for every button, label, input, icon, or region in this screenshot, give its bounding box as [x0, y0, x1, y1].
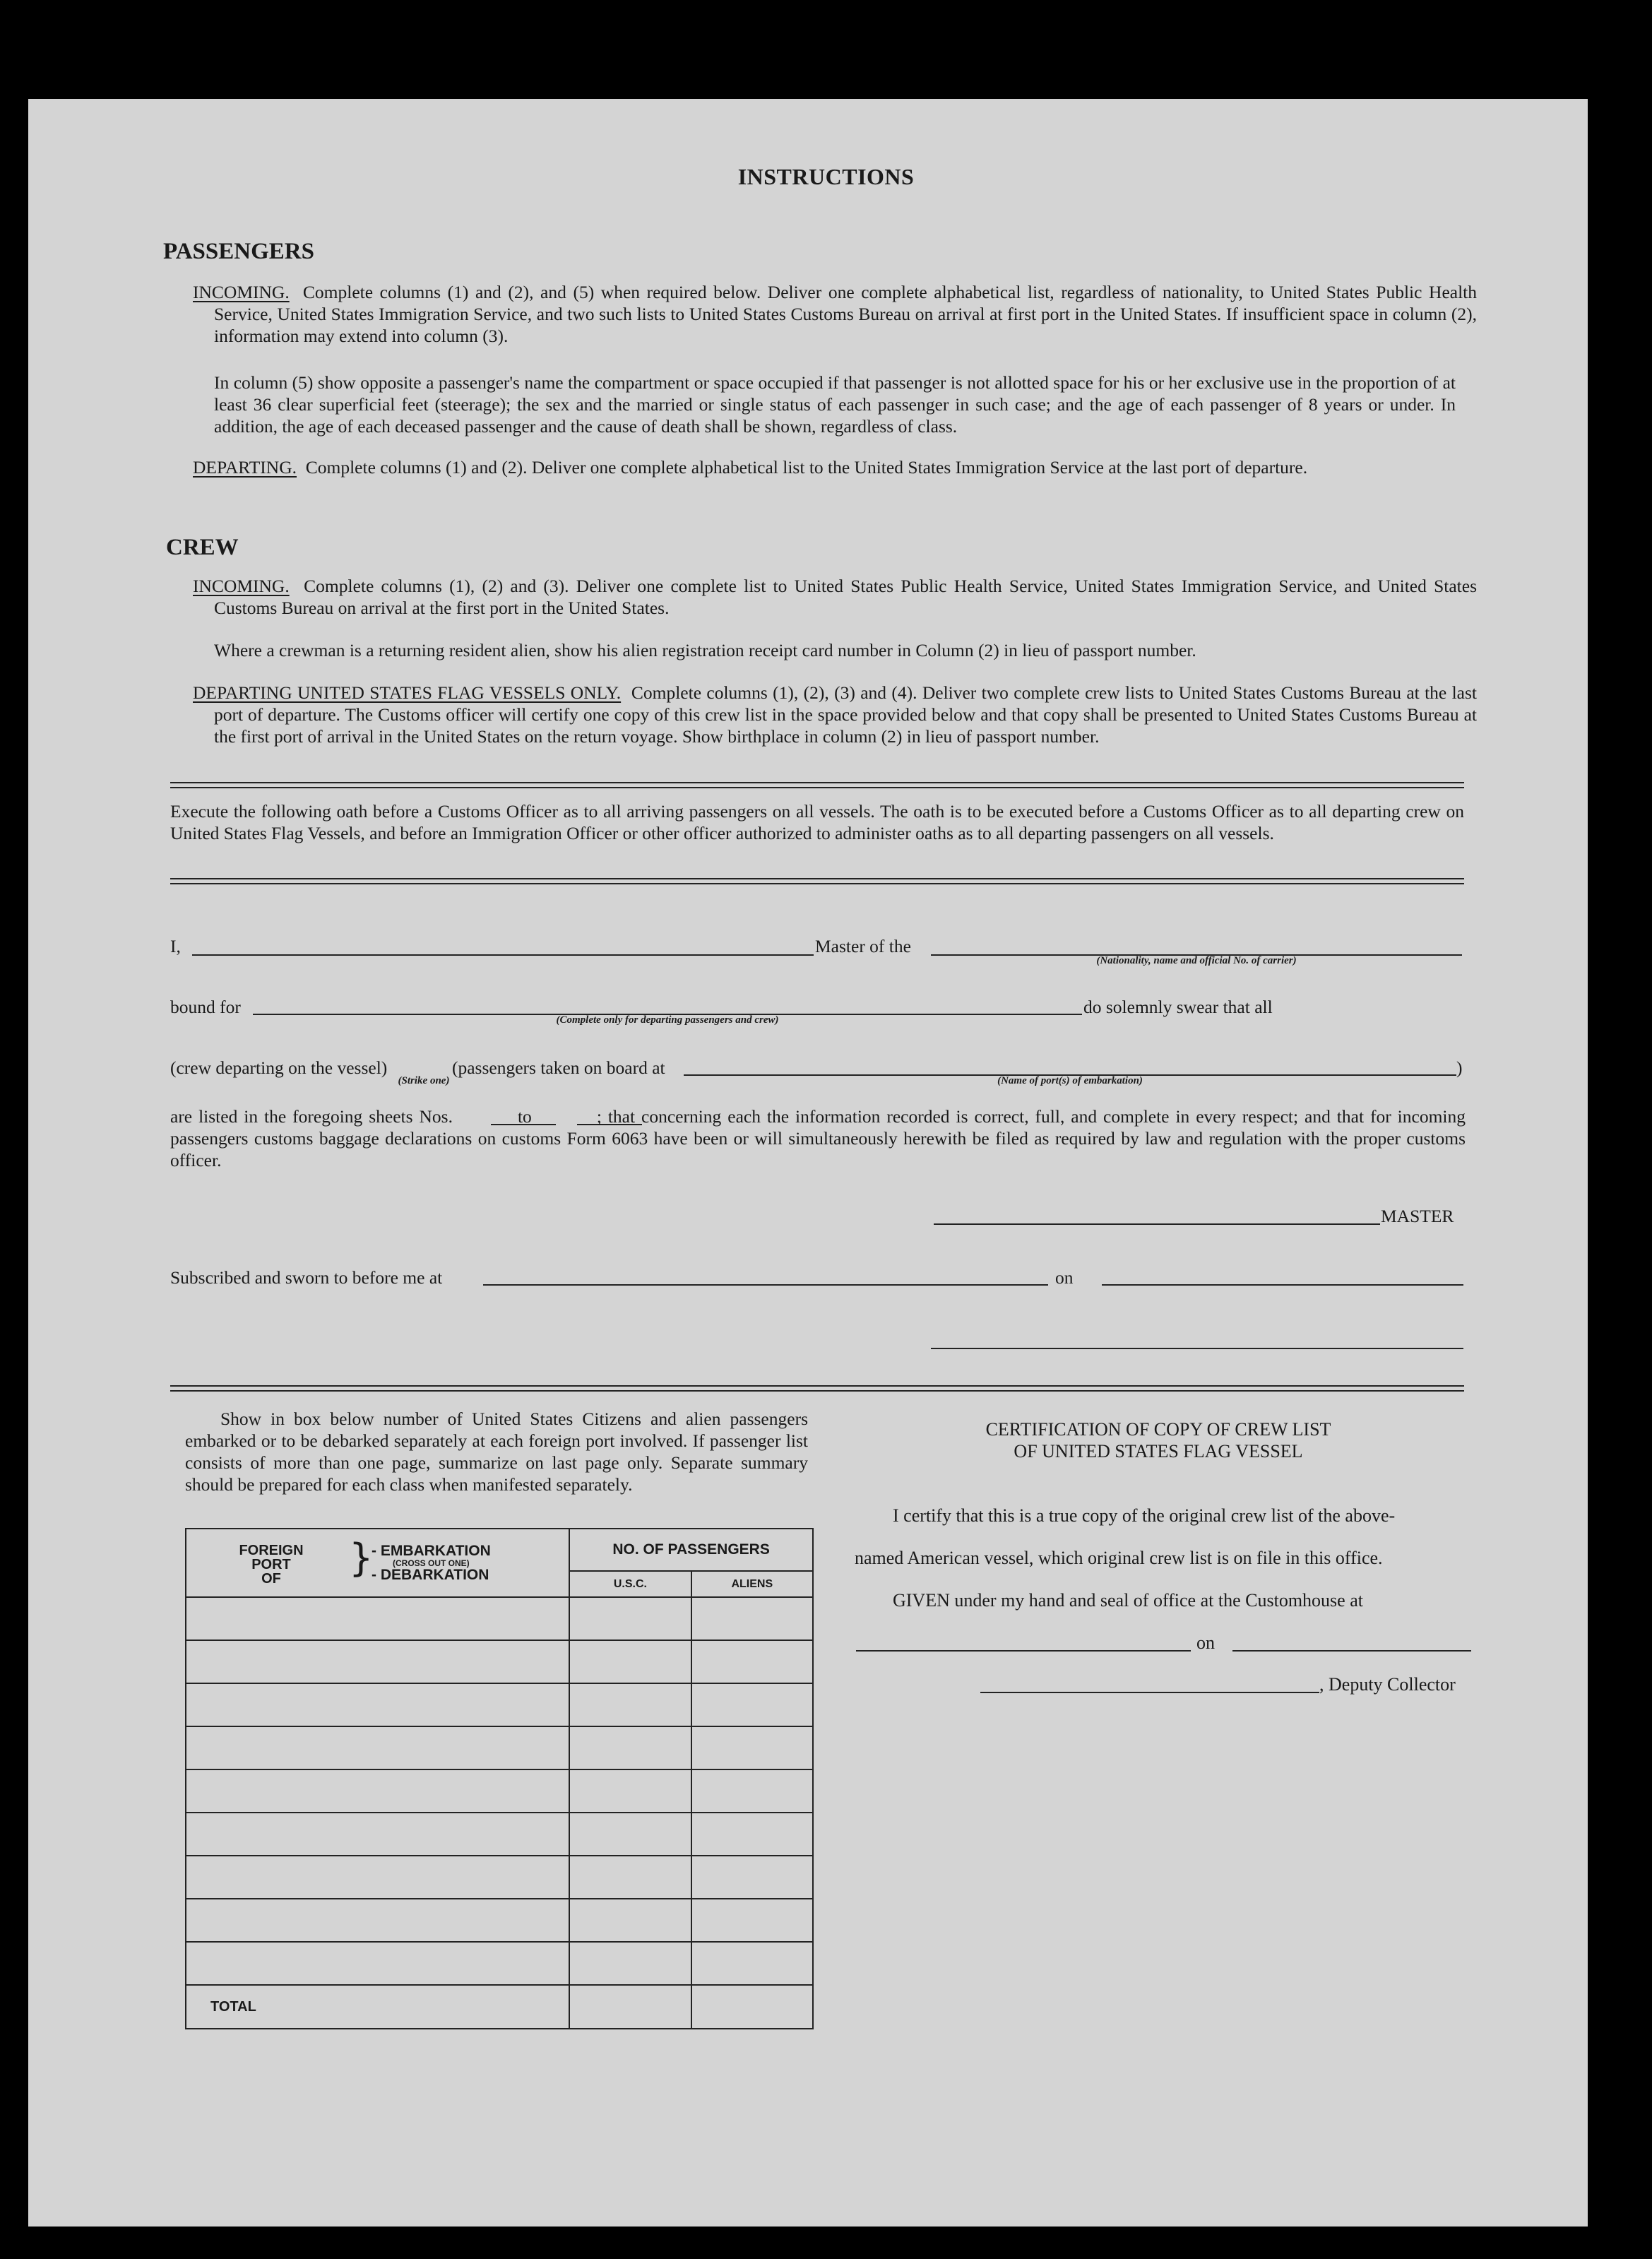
passengers-incoming-paragraph	[193, 281, 1477, 347]
crew-incoming-paragraph	[193, 575, 1477, 619]
port-cell[interactable]	[186, 1813, 569, 1856]
subscribed-date-field[interactable]	[1102, 1284, 1463, 1286]
usc-cell[interactable]	[569, 1640, 691, 1683]
port-header-cell	[186, 1529, 569, 1597]
sheets-post: ; that concerning each the information recorded is correct, full, and complete in every respect; and that for incoming passengers customs baggage declarations on customs Form 6063 have been or will simultaneously herewith be filed as required by law and regulation with the proper customs officer.	[170, 1106, 1466, 1170]
passengers-heading: PASSENGERS	[163, 239, 314, 264]
certification-line2: named American vessel, which original crew list is on file in this office.	[855, 1548, 1383, 1568]
aliens-cell[interactable]	[691, 1899, 813, 1942]
col-port-label: PORT	[251, 1557, 291, 1572]
col-foreign-label: FOREIGN	[239, 1543, 304, 1558]
master-label: MASTER	[1381, 1206, 1454, 1226]
officer-signature-field[interactable]	[931, 1348, 1463, 1349]
port-cell[interactable]	[186, 1726, 569, 1769]
passengers-incoming-label: INCOMING.	[193, 282, 290, 302]
summary-instruction: Show in box below number of United States Citizens and alien passengers embarked or to be debarked separately at each foreign port involved. If passenger list consists of more than one page, summarize on last page only. Separate summary should be prepared for each class when manifested separately.	[185, 1409, 808, 1495]
table-row	[186, 1683, 813, 1726]
table-row	[186, 1597, 813, 1640]
sheets-pre: are listed in the foregoing sheets Nos.	[170, 1106, 453, 1127]
crew-departing-text: Complete columns (1), (2), (3) and (4). Deliver two complete crew lists to United States Customs Bureau at the last port of departure. The Customs officer will certify one copy of this crew list in the space provided below and that copy shall be presented to United States Customs Bureau at the first port of arrival in the United States on the return voyage. Show birthplace in column (2) in lieu of passport number.	[214, 682, 1478, 747]
sheets-to: to	[517, 1106, 532, 1127]
usc-cell[interactable]	[569, 1856, 691, 1899]
port-cell[interactable]	[186, 1899, 569, 1942]
ports-caption: (Name of port(s) of embarkation)	[997, 1075, 1143, 1086]
aliens-cell[interactable]	[691, 1683, 813, 1726]
table-row	[186, 1769, 813, 1813]
subscribed-label: Subscribed and sworn to before me at	[170, 1267, 443, 1288]
crew-departing-option[interactable]: (crew departing on the vessel)	[170, 1057, 388, 1078]
certification-title	[855, 1418, 1462, 1462]
certification-line1: I certify that this is a true copy of the original crew list of the above-	[893, 1505, 1396, 1526]
bound-caption: (Complete only for departing passengers and crew)	[556, 1014, 779, 1026]
crew-incoming-text: Complete columns (1), (2) and (3). Deliver one complete list to United States Public Health Service, United States Immigration Service, and United States Customs Bureau on arrival at the first port in the United States.	[214, 576, 1477, 618]
passengers-departing-label: DEPARTING.	[193, 457, 297, 478]
swear-label: do solemnly swear that all	[1083, 997, 1273, 1017]
aliens-cell[interactable]	[691, 1769, 813, 1813]
customhouse-field[interactable]	[856, 1650, 1191, 1652]
col-of-label: OF	[261, 1571, 281, 1587]
page-title: INSTRUCTIONS	[737, 164, 915, 189]
port-cell[interactable]	[186, 1597, 569, 1640]
aliens-cell[interactable]	[691, 1856, 813, 1899]
passengers-departing-paragraph	[193, 456, 1477, 478]
nationality-caption: (Nationality, name and official No. of carrier)	[1096, 955, 1297, 966]
master-signature-field[interactable]	[934, 1223, 1380, 1225]
total-label: TOTAL	[186, 1985, 569, 2029]
certification-line3: GIVEN under my hand and seal of office at the Customhouse at	[893, 1590, 1363, 1611]
aliens-cell[interactable]	[691, 1597, 813, 1640]
double-rule	[170, 878, 1464, 884]
usc-cell[interactable]	[569, 1683, 691, 1726]
usc-header: U.S.C.	[569, 1571, 691, 1597]
deputy-collector-signature-field[interactable]	[980, 1692, 1319, 1693]
strike-caption: (Strike one)	[398, 1075, 450, 1086]
certification-title-line1: CERTIFICATION OF COPY OF CREW LIST	[985, 1419, 1331, 1440]
subscribed-place-field[interactable]	[483, 1284, 1048, 1286]
port-cell[interactable]	[186, 1856, 569, 1899]
usc-total-cell[interactable]	[569, 1985, 691, 2029]
table-row	[186, 1813, 813, 1856]
table-row	[186, 1899, 813, 1942]
debarkation-option[interactable]: - DEBARKATION	[372, 1567, 489, 1583]
sheets-paragraph	[170, 1105, 1466, 1171]
table-row	[186, 1726, 813, 1769]
crew-resident-paragraph: Where a crewman is a returning resident alien, show his alien registration receipt card number in Column (2) in lieu of passport number.	[214, 640, 1196, 660]
aliens-cell[interactable]	[691, 1942, 813, 1985]
cross-out-caption: (CROSS OUT ONE)	[393, 1558, 470, 1568]
table-row	[186, 1640, 813, 1683]
certification-title-line2: OF UNITED STATES FLAG VESSEL	[1014, 1441, 1303, 1461]
passengers-incoming-text: Complete columns (1) and (2), and (5) when required below. Deliver one complete alphabetical list, regardless of nationality, to United States Public Health Service, United States Immigration Service, and two such lists to United States Customs Bureau on arrival at first port in the United States. If insufficient space in column (2), information may extend into column (3).	[214, 282, 1477, 346]
master-of-label: Master of the	[815, 936, 911, 956]
crew-incoming-label: INCOMING.	[193, 576, 290, 596]
usc-cell[interactable]	[569, 1813, 691, 1856]
embarkation-option[interactable]: - EMBARKATION	[372, 1543, 491, 1559]
passengers-departing-text: Complete columns (1) and (2). Deliver one complete alphabetical list to the United States Immigration Service at the last port of departure.	[305, 457, 1308, 478]
passenger-summary-table	[185, 1528, 814, 2029]
usc-cell[interactable]	[569, 1726, 691, 1769]
aliens-total-cell[interactable]	[691, 1985, 813, 2029]
crew-heading: CREW	[166, 535, 239, 560]
aliens-cell[interactable]	[691, 1640, 813, 1683]
certification-on-label: on	[1196, 1632, 1215, 1653]
close-paren: )	[1456, 1057, 1463, 1078]
subscribed-on-label: on	[1055, 1267, 1074, 1288]
aliens-cell[interactable]	[691, 1813, 813, 1856]
oath-i-label: I,	[170, 936, 181, 956]
usc-cell[interactable]	[569, 1942, 691, 1985]
brace-icon: }	[349, 1536, 374, 1580]
port-cell[interactable]	[186, 1769, 569, 1813]
crew-departing-paragraph	[193, 682, 1477, 747]
master-name-field[interactable]	[192, 954, 814, 956]
port-cell[interactable]	[186, 1640, 569, 1683]
usc-cell[interactable]	[569, 1769, 691, 1813]
aliens-header: ALIENS	[691, 1571, 813, 1597]
port-cell[interactable]	[186, 1683, 569, 1726]
certification-date-field[interactable]	[1232, 1650, 1471, 1652]
port-cell[interactable]	[186, 1942, 569, 1985]
bound-for-label: bound for	[170, 997, 241, 1017]
table-row	[186, 1942, 813, 1985]
total-row	[186, 1985, 813, 2029]
oath-instruction: Execute the following oath before a Customs Officer as to all arriving passengers on all vessels. The oath is to be executed before a Customs Officer as to all departing crew on United States Flag Vessels, and before an Immigration Officer or other officer authorized to administer oaths as to all departing passengers on all vessels.	[170, 801, 1464, 843]
usc-cell[interactable]	[569, 1899, 691, 1942]
no-passengers-header: NO. OF PASSENGERS	[569, 1529, 813, 1571]
usc-cell[interactable]	[569, 1597, 691, 1640]
passengers-taken-option[interactable]: (passengers taken on board at	[452, 1057, 665, 1078]
deputy-collector-label: , Deputy Collector	[1319, 1674, 1456, 1695]
passengers-column5-paragraph: In column (5) show opposite a passenger's name the compartment or space occupied if that passenger is not allotted space for his or her exclusive use in the proportion of at least 36 clear superficial feet (steerage); the sex and the married or single status of each passenger in such case; and the age of each passenger of 8 years or under. In addition, the age of each deceased passenger and the cause of death shall be shown, regardless of class.	[214, 372, 1456, 437]
double-rule	[170, 782, 1464, 788]
double-rule	[170, 1385, 1464, 1392]
crew-departing-label: DEPARTING UNITED STATES FLAG VESSELS ONLY.	[193, 682, 622, 703]
aliens-cell[interactable]	[691, 1726, 813, 1769]
table-row	[186, 1856, 813, 1899]
